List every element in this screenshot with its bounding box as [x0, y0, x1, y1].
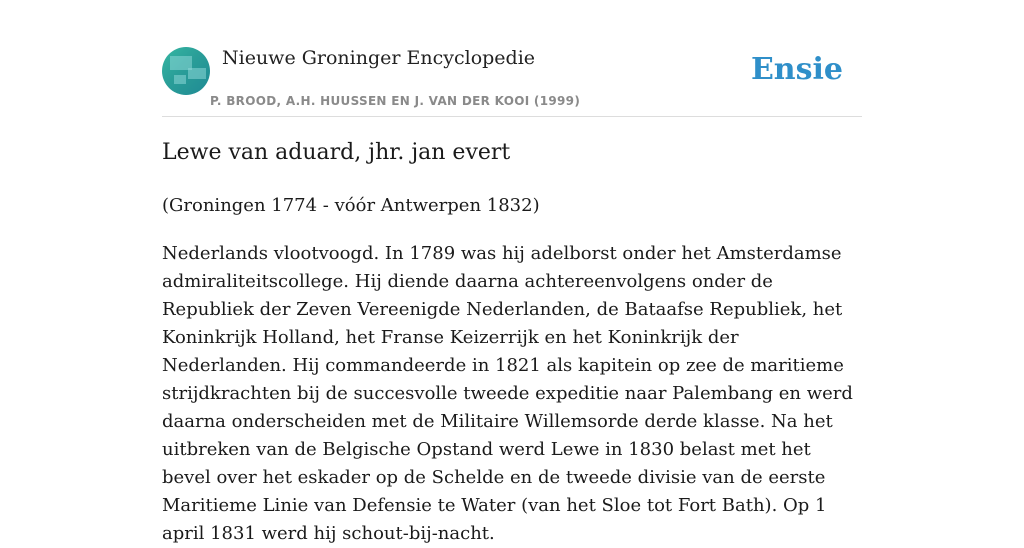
entry-subtitle: (Groningen 1774 - vóór Antwerpen 1832) — [162, 195, 540, 216]
source-header — [162, 44, 862, 117]
encyclopedia-cover-icon[interactable] — [162, 47, 210, 95]
entry-title: Lewe van aduard, jhr. jan evert — [162, 140, 511, 165]
ensie-logo-link[interactable]: Ensie — [750, 52, 843, 87]
book-authors: P. BROOD, A.H. HUUSSEN EN J. VAN DER KOOI (1999) — [210, 94, 581, 108]
entry-body: Nederlands vlootvoogd. In 1789 was hij adelborst onder het Amsterdamse admiraliteitscollege. Hij diende daarna achtereenvolgens onder de Republiek der Zeven Vereenigde Nederlanden, de Bataafse Republiek, het Koninkrijk Holland, het Franse Keizerrijk en het Koninkrijk der Nederlanden. Hij commandeerde in 1821 als kapitein op zee de maritieme strijdkrachten bij de succesvolle tweede expeditie naar Palembang en werd daarna onderscheiden met de Militaire Willemsorde derde klasse. Na het uitbreken van de Belgische Opstand werd Lewe in 1830 belast met het bevel over het eskader op de Schelde en de tweede divisie van de eerste Maritieme Linie van Defensie te Water (van het Sloe tot Fort Bath). Op 1 april 1831 werd hij schout-bij-nacht. — [162, 243, 853, 544]
book-title-link[interactable]: Nieuwe Groninger Encyclopedie — [222, 47, 536, 69]
